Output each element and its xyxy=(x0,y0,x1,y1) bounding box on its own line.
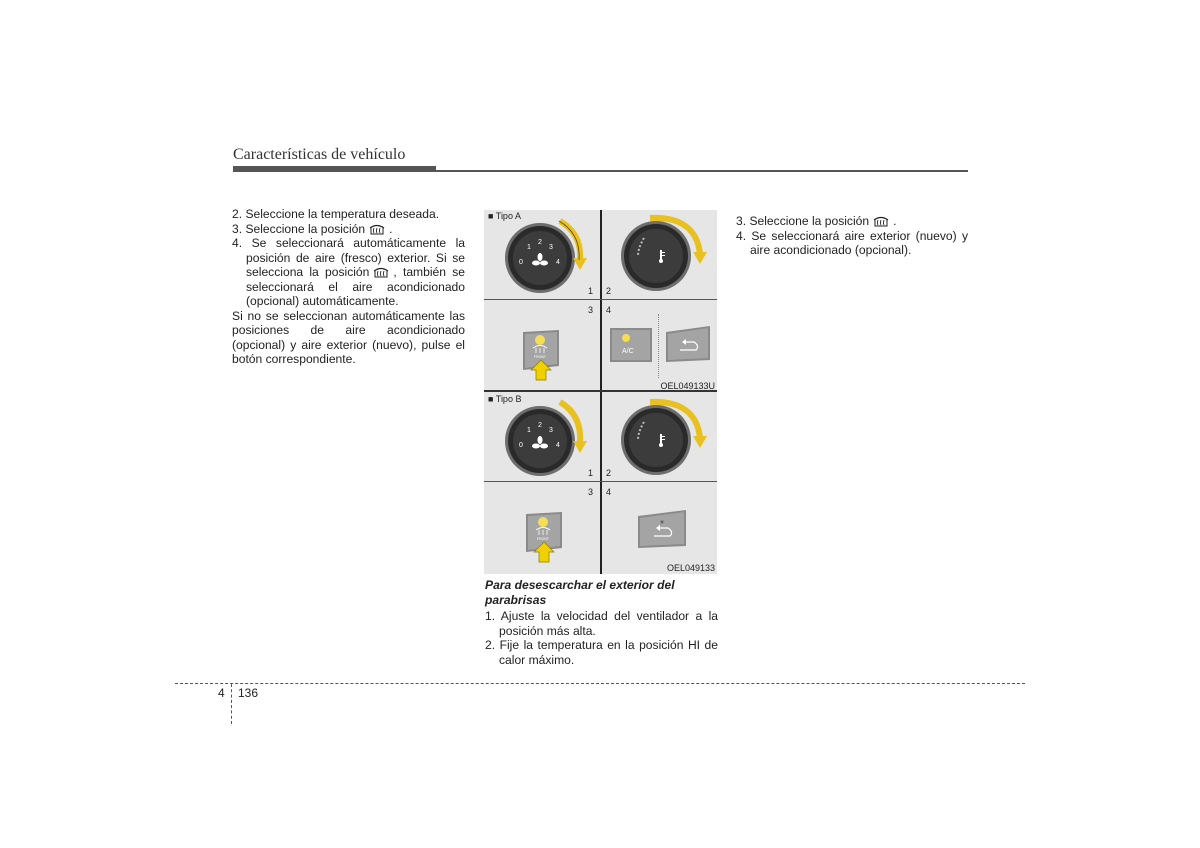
step-3-right: 3. Seleccione la posición . xyxy=(736,214,897,228)
caption-step-2: 2. Fije la temperatura en la posición HI de calor máximo. xyxy=(485,638,718,667)
front-defrost-button-b xyxy=(522,508,567,563)
panel-number-4: 4 xyxy=(606,305,612,315)
knob-mark: 2 xyxy=(538,422,542,429)
fan-speed-knob-b xyxy=(500,397,590,477)
footer-rule xyxy=(175,683,1025,684)
note-paragraph: Si no se seleccionan automáticamente las posiciones de aire acondicionado (opcional) y aire exterior (nuevo), pulse el botón correspondiente. xyxy=(232,308,465,366)
recirculation-button-a xyxy=(662,324,714,366)
knob-mark: 1 xyxy=(527,427,531,434)
defrost-caption xyxy=(485,578,718,667)
recirculation-button-b xyxy=(634,508,692,552)
step-4: 4. Se seleccionará automáticamente la posición de aire (fresco) exterior. Si se selecciona la posición , también se seleccionará el aire acondicionado (opcional) automáticamente. xyxy=(232,236,465,308)
ac-label: A/C xyxy=(622,348,634,355)
panel-number-4: 4 xyxy=(606,487,612,497)
step-3: 3. Seleccione la posición . xyxy=(232,221,393,236)
figure-divider xyxy=(484,299,717,300)
figure-divider xyxy=(484,481,717,482)
defrost-icon xyxy=(872,215,890,228)
panel-number-3: 3 xyxy=(588,305,594,315)
figure-code-a: OEL049133U xyxy=(660,381,715,391)
ac-button-a xyxy=(606,326,658,366)
step-2: 2. Seleccione la temperatura deseada. xyxy=(232,207,440,221)
figure-dotted-divider xyxy=(658,314,659,378)
knob-mark: 3 xyxy=(549,244,553,251)
knob-mark: 0 xyxy=(519,442,523,449)
header-rule-thick xyxy=(233,166,436,172)
step-4-right: 4. Se seleccionará aire exterior (nuevo) y aire acondicionado (opcional). xyxy=(736,228,968,257)
knob-mark: 4 xyxy=(556,259,560,266)
knob-mark: 3 xyxy=(549,427,553,434)
temperature-knob-a xyxy=(614,214,709,294)
climate-control-figure xyxy=(484,210,717,574)
fan-speed-knob-a xyxy=(500,216,590,294)
panel-number-2: 2 xyxy=(606,286,612,296)
panel-number-1: 1 xyxy=(588,286,594,296)
caption-heading: Para desescarchar el exterior del parabrisas xyxy=(485,578,675,607)
knob-mark: 1 xyxy=(527,244,531,251)
header-rule-thin xyxy=(436,170,968,172)
temperature-knob-b xyxy=(614,396,709,478)
type-a-label: ■ Tipo A xyxy=(488,211,521,221)
chapter-number: 4 xyxy=(218,686,225,700)
front-label: FRONT xyxy=(537,537,550,541)
page-number: 136 xyxy=(238,686,259,700)
left-column xyxy=(232,207,465,367)
panel-number-3: 3 xyxy=(588,487,594,497)
page-header-title: Características de vehículo xyxy=(233,146,406,163)
front-defrost-button-a xyxy=(519,326,564,381)
knob-mark: 4 xyxy=(556,442,560,449)
type-b-label: ■ Tipo B xyxy=(488,394,522,404)
figure-divider-vertical xyxy=(600,210,602,574)
footer-divider xyxy=(231,684,232,724)
caption-step-1: 1. Ajuste la velocidad del ventilador a la posición más alta. xyxy=(485,609,718,638)
right-column xyxy=(736,214,968,258)
panel-number-2: 2 xyxy=(606,468,612,478)
figure-code-b: OEL049133 xyxy=(666,563,715,573)
panel-number-1: 1 xyxy=(588,468,594,478)
knob-mark: 2 xyxy=(538,239,542,246)
front-label: FRONT xyxy=(534,355,547,359)
defrost-icon xyxy=(368,223,386,236)
defrost-icon xyxy=(372,266,390,279)
knob-mark: 0 xyxy=(519,259,523,266)
